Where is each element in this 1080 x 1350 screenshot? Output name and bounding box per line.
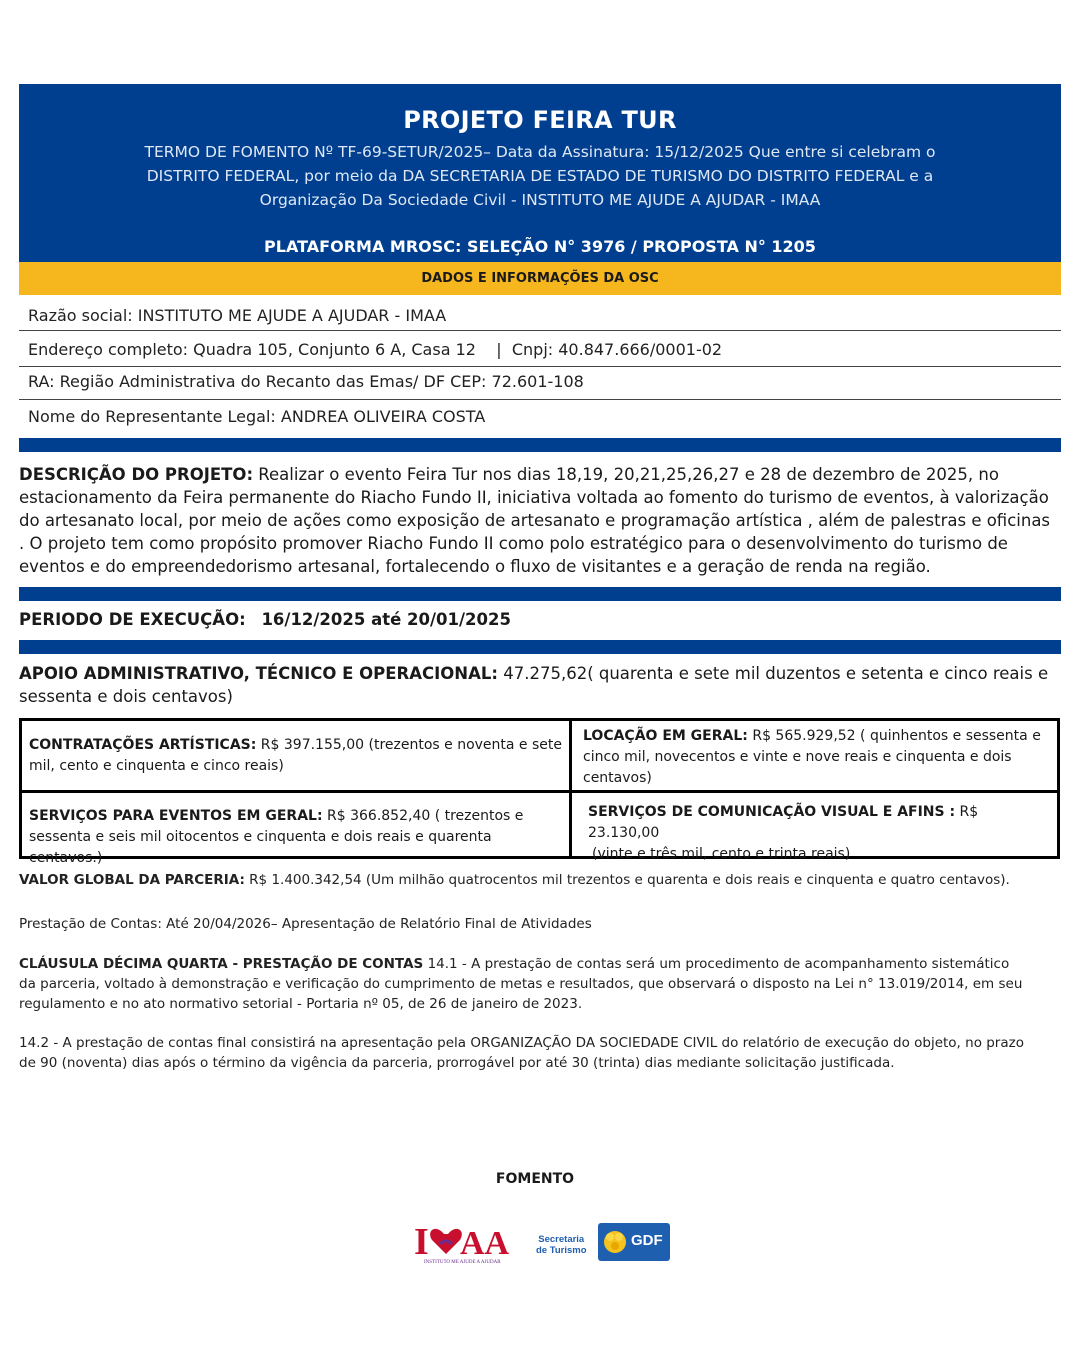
osc-representante: Nome do Representante Legal: ANDREA OLIVEIRA COSTA xyxy=(28,407,486,426)
cell-locacao xyxy=(583,726,1051,789)
gdf-text: GDF xyxy=(631,1232,663,1249)
valor-global-label: VALOR GLOBAL DA PARCERIA: xyxy=(19,872,245,888)
cell-comunicacao-visual xyxy=(588,802,1053,865)
termo-fomento-text: TERMO DE FOMENTO Nº TF-69-SETUR/2025– Data da Assinatura: 15/12/2025 Que entre si celebram o DISTRITO FEDERAL, por meio da DA SECRETARIA DE ESTADO DE TURISMO DO DISTRITO FEDERAL e a Organização Da Sociedade Civil - INSTITUTO ME AJUDE A AJUDAR - IMAA xyxy=(144,143,936,209)
clausula-14-2: 14.2 - A prestação de contas final consistirá na apresentação pela ORGANIZAÇÃO DA SOCIEDADE CIVIL do relatório de execução do objeto, no prazo de 90 (noventa) dias após o término da vigência da parceria, prorrogável por até 30 (trinta) dias mediante solicitação justificada. xyxy=(19,1035,1024,1071)
clausula-label: CLÁUSULA DÉCIMA QUARTA - PRESTAÇÃO DE CONTAS xyxy=(19,956,424,972)
divider-bar xyxy=(19,640,1061,654)
imaa-logo xyxy=(414,1218,518,1268)
locacao-text: R$ 565.929,52 ( quinhentos e sessenta e cinco mil, novecentos e vinte e nove reais e cinquenta e dois centavos) xyxy=(583,728,1041,786)
apoio-label: APOIO ADMINISTRATIVO, TÉCNICO E OPERACIONAL: xyxy=(19,664,498,683)
apoio-administrativo xyxy=(19,662,1059,708)
osc-razao-social: Razão social: INSTITUTO ME AJUDE A AJUDAR - IMAA xyxy=(19,295,1061,331)
descricao-label: DESCRIÇÃO DO PROJETO: xyxy=(19,465,254,484)
svg-text:AA: AA xyxy=(460,1225,510,1262)
contratacoes-label: CONTRATAÇÕES ARTÍSTICAS: xyxy=(29,737,257,753)
imaa-logo-subtitle: INSTITUTO ME AJUDE A AJUDAR xyxy=(424,1260,501,1265)
cell-servicos-eventos xyxy=(29,806,569,869)
divider-bar xyxy=(19,587,1061,601)
comunicacao-text: R$ 23.130,00 xyxy=(588,804,979,841)
osc-ra: RA: Região Administrativa do Recanto das Emas/ DF CEP: 72.601-108 xyxy=(19,367,1061,400)
grid-divider xyxy=(22,790,1057,793)
divider-bar xyxy=(19,438,1061,452)
locacao-label: LOCAÇÃO EM GERAL: xyxy=(583,728,748,744)
svg-text:I: I xyxy=(414,1221,429,1263)
valor-global-text: R$ 1.400.342,54 (Um milhão quatrocentos mil trezentos e quarenta e dois reais e cinquenta e quatro centavos). xyxy=(244,872,1010,888)
grid-divider xyxy=(569,721,572,856)
contratacoes-text: R$ 397.155,00 (trezentos e noventa e sete mil, cento e cinquenta e cinco reais) xyxy=(29,737,562,774)
periodo-label: PERIODO DE EXECUÇÃO: xyxy=(19,610,246,629)
servicos-label: SERVIÇOS PARA EVENTOS EM GERAL: xyxy=(29,808,323,824)
osc-endereco: Endereço completo: Quadra 105, Conjunto 6 A, Casa 12 | Cnpj: 40.847.666/0001-02 xyxy=(19,331,1061,367)
header-banner xyxy=(19,84,1061,262)
osc-section-title: DADOS E INFORMAÇÕES DA OSC xyxy=(19,262,1061,295)
comunicacao-text-extenso: (vinte e três mil, cento e trinta reais) xyxy=(592,846,851,862)
servicos-text: R$ 366.852,40 ( trezentos e sessenta e seis mil oitocentos e cinquenta e dois reais e quarenta centavos.) xyxy=(29,808,524,866)
apoio-text: 47.275,62( quarenta e sete mil duzentos e setenta e cinco reais e sessenta e dois centavos) xyxy=(19,664,1049,706)
periodo-execucao xyxy=(19,608,1059,631)
gdf-logo xyxy=(598,1223,670,1261)
descricao-text: Realizar o evento Feira Tur nos dias 18,19, 20,21,25,26,27 e 28 de dezembro de 2025, no estacionamento da Feira permanente do Riacho Fundo II, iniciativa voltada ao fomento do turismo de eventos, à valorização do artesanato local, por meio de ações como exposição de artesanato e programação artística , além de palestras e oficinas . O projeto tem como propósito promover Riacho Fundo II como polo estratégico para o desenvolvimento do turismo de eventos e do empreendedorismo artesanal, fortalecendo o fluxo de visitantes e a geração de renda na região. xyxy=(19,465,1051,576)
comunicacao-label: SERVIÇOS DE COMUNICAÇÃO VISUAL E AFINS : xyxy=(588,804,956,820)
clausula-14-1 xyxy=(19,954,1029,1014)
periodo-value: 16/12/2025 até 20/01/2025 xyxy=(261,610,511,629)
secretaria-line1: Secretaria xyxy=(538,1234,585,1245)
prestacao-contas: Prestação de Contas: Até 20/04/2026– Apresentação de Relatório Final de Atividades xyxy=(19,916,592,932)
clausula-text: 14.1 - A prestação de contas será um procedimento de acompanhamento sistemático da parceria, voltado à demonstração e verificação do cumprimento de metas e resultados, que observará o disposto na Lei n° 13.019/2014, em seu regulamento e no ato normativo setorial - Portaria nº 05, de 26 de janeiro de 2023. xyxy=(19,956,1023,1012)
fomento-label: FOMENTO xyxy=(495,1171,575,1187)
descricao-projeto xyxy=(19,463,1059,578)
plataforma-mrosc: PLATAFORMA MROSC: SELEÇÃO N° 3976 / PROPOSTA N° 1205 xyxy=(264,237,816,256)
cell-contratacoes xyxy=(29,735,569,777)
secretaria-line2: de Turismo xyxy=(536,1245,587,1256)
secretaria-turismo-logo xyxy=(536,1234,587,1256)
page-title: PROJETO FEIRA TUR xyxy=(403,106,677,134)
valor-global xyxy=(19,870,1059,890)
budget-grid xyxy=(19,718,1060,866)
